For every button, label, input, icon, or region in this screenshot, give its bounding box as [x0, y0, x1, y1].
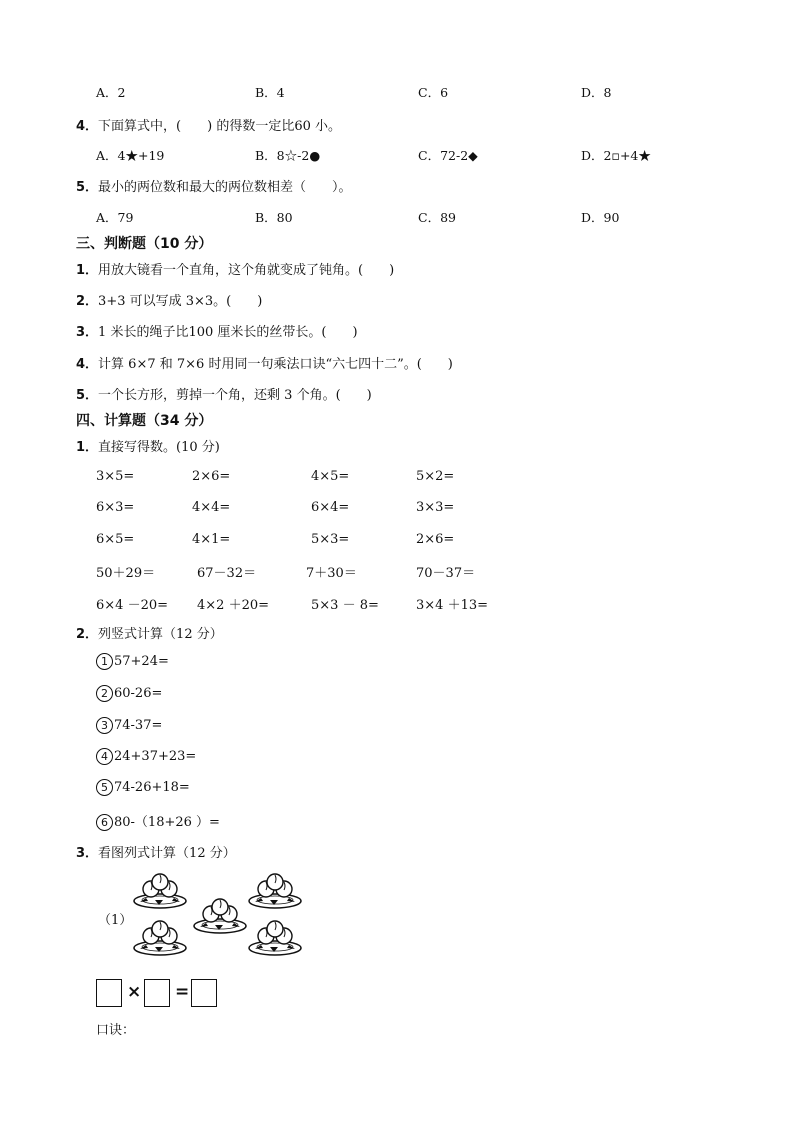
answer-box-1[interactable] — [96, 979, 122, 1007]
expression: 60-26= — [114, 686, 163, 701]
judge-item-4 — [76, 353, 453, 372]
q5-option-a: A．79 — [96, 210, 134, 225]
circled-number: 6 — [96, 814, 113, 831]
calc-cell: 3×4 ＋13= — [416, 598, 489, 613]
calc-cell: 3×5= — [96, 469, 135, 484]
question-number: 5． — [76, 180, 99, 195]
question-number: 3． — [76, 846, 99, 861]
calc-q1-heading — [76, 436, 220, 455]
calc-q2-heading — [76, 623, 223, 642]
question-text: 下面算式中，( ) 的得数一定比60 小。 — [98, 119, 341, 134]
calc-cell: 2×6= — [416, 532, 455, 547]
question-text: 用放大镜看一个直角，这个角就变成了钝角。( ) — [98, 263, 395, 278]
question-number: 4． — [76, 119, 99, 134]
calc-cell: 5×3= — [311, 532, 350, 547]
expression: 24+37+23= — [114, 749, 197, 764]
q3-option-c: C．6 — [418, 85, 449, 100]
question-text: 看图列式计算（12 分） — [98, 846, 236, 861]
q3-option-a: A．2 — [96, 85, 126, 100]
vertical-calc-item-4 — [96, 748, 196, 765]
expression: 57+24= — [114, 654, 169, 669]
expression: 74-37= — [114, 718, 163, 733]
q5-option-d: D．90 — [581, 210, 620, 225]
peach-plates-illustration — [130, 868, 310, 963]
peach-plate — [134, 921, 186, 955]
question-number: 1． — [76, 440, 99, 455]
circled-number: 3 — [96, 717, 113, 734]
q4-option-a: A．4★+19 — [96, 148, 165, 163]
question-number: 1． — [76, 263, 99, 278]
calc-cell: 2×6= — [192, 469, 231, 484]
peach-plate — [249, 921, 301, 955]
q4-option-b: B．8☆-2● — [255, 148, 321, 163]
calc-cell: 5×3 － 8= — [311, 598, 379, 613]
calc-cell: 4×2 ＋20= — [197, 598, 270, 613]
q5-option-b: B．80 — [255, 210, 293, 225]
vertical-calc-item-6 — [96, 811, 220, 831]
question-5 — [76, 176, 352, 195]
section-3-title: 三、判断题（10 分） — [76, 236, 213, 252]
calc-cell: 6×4 －20= — [96, 598, 169, 613]
calc-cell: 70－37＝ — [416, 566, 476, 581]
calc-cell: 3×3= — [416, 500, 455, 515]
question-text: 直接写得数。(10 分) — [98, 440, 220, 455]
calc-cell: 7＋30＝ — [306, 566, 357, 581]
question-number: 2． — [76, 627, 99, 642]
judge-item-5 — [76, 384, 372, 403]
calc-cell: 5×2= — [416, 469, 455, 484]
q4-option-c: C．72-2◆ — [418, 148, 478, 163]
expression: 74-26+18= — [114, 780, 190, 795]
question-text: 最小的两位数和最大的两位数相差（ ）。 — [98, 180, 352, 195]
calc-cell: 4×5= — [311, 469, 350, 484]
calc-cell: 4×1= — [192, 532, 231, 547]
calc-cell: 6×4= — [311, 500, 350, 515]
circled-number: 4 — [96, 748, 113, 765]
judge-item-1 — [76, 259, 394, 278]
question-4 — [76, 115, 341, 134]
koujue-label: 口诀： — [96, 1023, 136, 1038]
peach-plate — [134, 874, 186, 908]
question-number: 2． — [76, 294, 99, 309]
sub-question-label: （1） — [98, 913, 133, 928]
calc-cell: 6×3= — [96, 500, 135, 515]
question-text: 1 米长的绳子比100 厘米长的丝带长。( ) — [98, 325, 358, 340]
judge-item-2 — [76, 290, 262, 309]
q5-option-c: C．89 — [418, 210, 456, 225]
question-number: 4． — [76, 357, 99, 372]
calc-cell: 4×4= — [192, 500, 231, 515]
answer-box-2[interactable] — [144, 979, 170, 1007]
circled-number: 1 — [96, 653, 113, 670]
vertical-calc-item-1 — [96, 653, 169, 670]
q3-option-b: B．4 — [255, 85, 285, 100]
calc-q3-heading — [76, 842, 236, 861]
peach-plate — [249, 874, 301, 908]
circled-number: 2 — [96, 685, 113, 702]
question-text: 列竖式计算（12 分） — [98, 627, 223, 642]
judge-item-3 — [76, 321, 358, 340]
expression: 80-（18+26 ）= — [114, 815, 220, 830]
q4-option-d: D．2▫+4★ — [581, 148, 651, 163]
calc-cell: 6×5= — [96, 532, 135, 547]
question-number: 3． — [76, 325, 99, 340]
equals-sign: = — [175, 982, 190, 1002]
vertical-calc-item-5 — [96, 779, 190, 796]
answer-box-3[interactable] — [191, 979, 217, 1007]
peach-plate — [194, 899, 246, 933]
question-number: 5． — [76, 388, 99, 403]
q3-option-d: D．8 — [581, 85, 612, 100]
calc-cell: 67－32＝ — [197, 566, 257, 581]
vertical-calc-item-3 — [96, 717, 162, 734]
question-text: 3+3 可以写成 3×3。( ) — [98, 294, 263, 309]
section-4-title: 四、计算题（34 分） — [76, 413, 213, 429]
vertical-calc-item-2 — [96, 685, 162, 702]
times-sign: × — [127, 982, 142, 1002]
question-text: 一个长方形，剪掉一个角，还剩 3 个角。( ) — [98, 388, 372, 403]
calc-cell: 50＋29＝ — [96, 566, 156, 581]
question-text: 计算 6×7 和 7×6 时用同一句乘法口诀“六七四十二”。( ) — [98, 357, 453, 372]
circled-number: 5 — [96, 779, 113, 796]
